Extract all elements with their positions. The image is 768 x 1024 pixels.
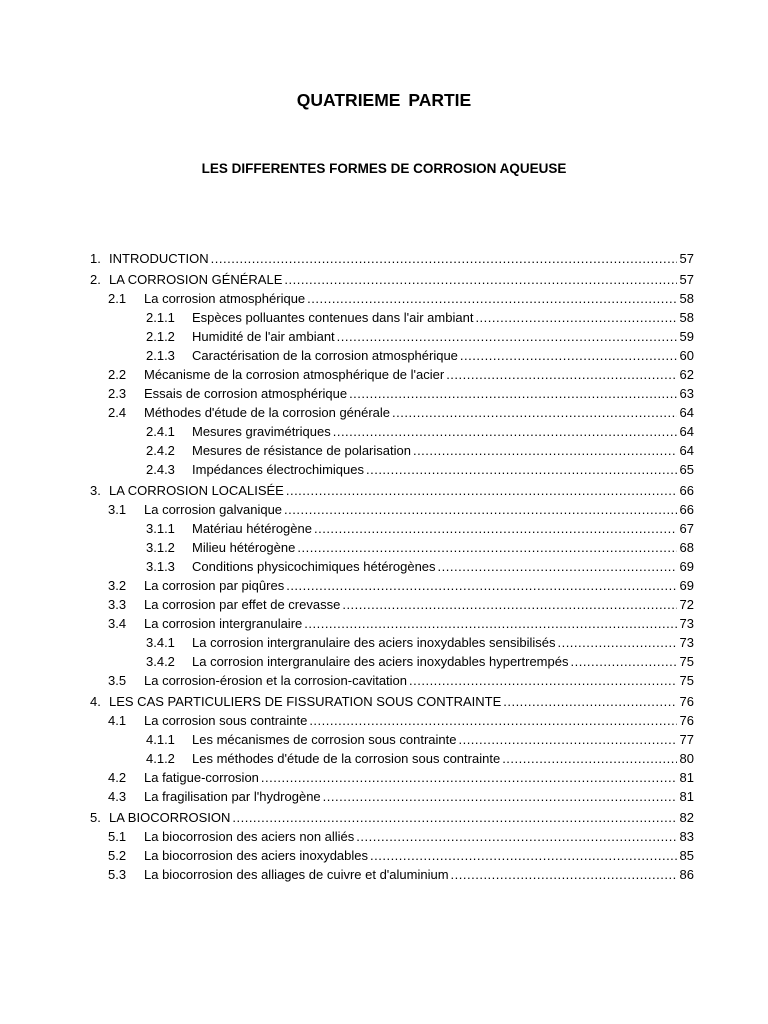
toc-entry[interactable] (108, 768, 694, 787)
toc-entry-label: Les mécanismes de corrosion sous contrainte (192, 732, 457, 747)
toc-entry-number: 5.1 (108, 829, 127, 844)
toc-leader-dots (232, 808, 676, 827)
toc-entry-label: Caractérisation de la corrosion atmosphérique (192, 348, 458, 363)
toc-entry[interactable] (108, 500, 694, 519)
toc-leader-dots (314, 519, 677, 538)
toc-entry-page-number: 64 (679, 424, 694, 439)
toc-entry-label: LA BIOCORROSION (109, 810, 231, 825)
toc-entry-label: Essais de corrosion atmosphérique (144, 386, 348, 401)
toc-leader-dots (570, 652, 676, 671)
toc-entry-page-number: 69 (679, 578, 694, 593)
toc-entry[interactable] (108, 787, 694, 806)
toc-entry[interactable] (90, 692, 694, 711)
toc-entry-label: La fragilisation par l'hydrogène (144, 789, 321, 804)
toc-entry-number: 3.1.2 (146, 540, 175, 555)
toc-entry-number: 2.3 (108, 386, 127, 401)
toc-entry-number: 3.1 (108, 502, 127, 517)
toc-leader-dots (366, 460, 677, 479)
toc-entry[interactable] (108, 576, 694, 595)
toc-leader-dots (307, 289, 676, 308)
toc-entry[interactable] (146, 538, 694, 557)
toc-entry-label: La corrosion par effet de crevasse (144, 597, 341, 612)
toc-entry-number: 2. (90, 272, 101, 287)
toc-entry-label: La corrosion par piqûres (144, 578, 285, 593)
toc-entry-number: 4.1 (108, 713, 127, 728)
toc-entry-page-number: 73 (679, 616, 694, 631)
toc-leader-dots (356, 827, 676, 846)
toc-entry-label: La fatigue-corrosion (144, 770, 259, 785)
toc-entry-number: 2.4.1 (146, 424, 175, 439)
toc-leader-dots (557, 633, 676, 652)
toc-entry-label: Humidité de l'air ambiant (192, 329, 335, 344)
toc-leader-dots (438, 557, 677, 576)
toc-entry-label: La corrosion intergranulaire des aciers inoxydables sensibilisés (192, 635, 556, 650)
toc-entry-number: 3.1.1 (146, 521, 175, 536)
toc-leader-dots (304, 614, 676, 633)
toc-leader-dots (349, 384, 676, 403)
toc-leader-dots (446, 365, 676, 384)
toc-entry[interactable] (108, 827, 694, 846)
toc-entry-page-number: 73 (679, 635, 694, 650)
toc-entry[interactable] (108, 384, 694, 403)
toc-entry-page-number: 77 (679, 732, 694, 747)
toc-entry-number: 2.1.2 (146, 329, 175, 344)
toc-leader-dots (337, 327, 677, 346)
toc-entry[interactable] (146, 346, 694, 365)
toc-entry-label: La biocorrosion des aciers inoxydables (144, 848, 369, 863)
toc-entry-page-number: 85 (679, 848, 694, 863)
toc-entry-number: 4.3 (108, 789, 127, 804)
toc-entry-page-number: 65 (679, 462, 694, 477)
toc-entry-number: 2.1.3 (146, 348, 175, 363)
toc-entry[interactable] (146, 633, 694, 652)
toc-entry-label: La corrosion atmosphérique (144, 291, 306, 306)
toc-entry-page-number: 64 (679, 443, 694, 458)
toc-entry-page-number: 63 (679, 386, 694, 401)
toc-leader-dots (284, 270, 676, 289)
toc-entry-page-number: 82 (679, 810, 694, 825)
toc-entry-number: 2.4.2 (146, 443, 175, 458)
toc-entry-page-number: 86 (679, 867, 694, 882)
toc-entry-label: Milieu hétérogène (192, 540, 296, 555)
toc-entry-number: 3.3 (108, 597, 127, 612)
toc-entry-page-number: 59 (679, 329, 694, 344)
toc-entry[interactable] (146, 730, 694, 749)
toc-entry-label: Les méthodes d'étude de la corrosion sous contrainte (192, 751, 501, 766)
toc-entry[interactable] (146, 557, 694, 576)
toc-leader-dots (370, 846, 677, 865)
toc-entry-number: 4.1.1 (146, 732, 175, 747)
toc-entry-page-number: 58 (679, 291, 694, 306)
toc-entry-number: 2.4.3 (146, 462, 175, 477)
toc-entry-label: Mesures de résistance de polarisation (192, 443, 411, 458)
toc-entry-page-number: 67 (679, 521, 694, 536)
toc-leader-dots (211, 249, 677, 268)
toc-entry-label: Méthodes d'étude de la corrosion générale (144, 405, 391, 420)
toc-entry-label: La biocorrosion des aciers non alliés (144, 829, 355, 844)
toc-entry-page-number: 68 (679, 540, 694, 555)
toc-entry-label: Mesures gravimétriques (192, 424, 331, 439)
toc-leader-dots (475, 308, 676, 327)
toc-entry[interactable] (146, 460, 694, 479)
toc-entry[interactable] (108, 614, 694, 633)
toc-entry-number: 4.1.2 (146, 751, 175, 766)
toc-entry-page-number: 62 (679, 367, 694, 382)
toc-entry[interactable] (108, 365, 694, 384)
toc-entry-label: Matériau hétérogène (192, 521, 312, 536)
toc-leader-dots (297, 538, 676, 557)
toc-entry-label: Impédances électrochimiques (192, 462, 364, 477)
toc-entry[interactable] (90, 249, 694, 268)
toc-leader-dots (460, 346, 677, 365)
toc-leader-dots (284, 500, 676, 519)
toc-entry-number: 3.4.1 (146, 635, 175, 650)
toc-entry-page-number: 58 (679, 310, 694, 325)
toc-entry-label: La corrosion galvanique (144, 502, 283, 517)
toc-entry-page-number: 64 (679, 405, 694, 420)
toc-entry-label: Mécanisme de la corrosion atmosphérique de l'acier (144, 367, 445, 382)
toc-entry[interactable] (108, 671, 694, 690)
toc-entry-page-number: 76 (679, 713, 694, 728)
toc-entry[interactable] (90, 808, 694, 827)
toc-leader-dots (323, 787, 677, 806)
toc-entry-number: 3.1.3 (146, 559, 175, 574)
toc-entry-label: La corrosion intergranulaire des aciers inoxydables hypertrempés (192, 654, 569, 669)
toc-leader-dots (458, 730, 676, 749)
toc-entry[interactable] (146, 327, 694, 346)
toc-entry-number: 3.4 (108, 616, 127, 631)
toc-entry-label: LA CORROSION LOCALISÉE (109, 483, 284, 498)
toc-entry-page-number: 60 (679, 348, 694, 363)
toc-leader-dots (286, 576, 676, 595)
toc-entry-number: 4.2 (108, 770, 127, 785)
toc-entry-number: 2.2 (108, 367, 127, 382)
toc-leader-dots (392, 403, 676, 422)
toc-entry[interactable] (146, 308, 694, 327)
toc-leader-dots (502, 749, 676, 768)
toc-entry-number: 2.1 (108, 291, 127, 306)
toc-entry-page-number: 80 (679, 751, 694, 766)
toc-entry[interactable] (108, 403, 694, 422)
toc-entry[interactable] (146, 519, 694, 538)
toc-entry-number: 2.1.1 (146, 310, 175, 325)
toc-entry[interactable] (146, 652, 694, 671)
toc-entry-number: 3.4.2 (146, 654, 175, 669)
toc-entry-page-number: 83 (679, 829, 694, 844)
toc-leader-dots (342, 595, 676, 614)
toc-leader-dots (413, 441, 677, 460)
toc-entry[interactable] (146, 422, 694, 441)
toc-entry-label: La corrosion sous contrainte (144, 713, 308, 728)
toc-entry-number: 3.2 (108, 578, 127, 593)
toc-entry-label: La corrosion intergranulaire (144, 616, 303, 631)
toc-entry-label: LES CAS PARTICULIERS DE FISSURATION SOUS CONTRAINTE (109, 694, 502, 709)
toc-leader-dots (451, 865, 677, 884)
toc-entry[interactable] (108, 711, 694, 730)
part-subtitle: LES DIFFERENTES FORMES DE CORROSION AQUEUSE (201, 161, 567, 176)
toc-entry-page-number: 81 (679, 789, 694, 804)
toc-entry-number: 5. (90, 810, 101, 825)
toc-leader-dots (286, 481, 677, 500)
toc-entry-page-number: 76 (679, 694, 694, 709)
toc-entry-label: LA CORROSION GÉNÉRALE (109, 272, 283, 287)
toc-entry[interactable] (146, 441, 694, 460)
toc-entry-label: Espèces polluantes contenues dans l'air ambiant (192, 310, 474, 325)
toc-entry-page-number: 57 (679, 272, 694, 287)
toc-entry-label: INTRODUCTION (109, 251, 209, 266)
toc-entry-page-number: 66 (679, 502, 694, 517)
toc-entry-number: 3.5 (108, 673, 127, 688)
toc-entry-page-number: 57 (679, 251, 694, 266)
part-title: QUATRIEME PARTIE (296, 90, 472, 110)
toc-entry-page-number: 69 (679, 559, 694, 574)
toc-leader-dots (503, 692, 676, 711)
toc-entry-page-number: 81 (679, 770, 694, 785)
toc-entry[interactable] (108, 865, 694, 884)
toc-entry[interactable] (90, 270, 694, 289)
toc-entry-number: 2.4 (108, 405, 127, 420)
toc-leader-dots (261, 768, 677, 787)
toc-leader-dots (409, 671, 677, 690)
toc-entry-page-number: 75 (679, 673, 694, 688)
toc-entry-number: 5.2 (108, 848, 127, 863)
toc-entry-number: 5.3 (108, 867, 127, 882)
toc-entry-label: La biocorrosion des alliages de cuivre et d'aluminium (144, 867, 449, 882)
toc-leader-dots (333, 422, 677, 441)
toc-entry-page-number: 72 (679, 597, 694, 612)
toc-entry-number: 4. (90, 694, 101, 709)
toc-entry[interactable] (146, 749, 694, 768)
toc-entry-label: Conditions physicochimiques hétérogènes (192, 559, 436, 574)
toc-entry-number: 1. (90, 251, 101, 266)
toc-entry[interactable] (108, 289, 694, 308)
toc-entry[interactable] (108, 595, 694, 614)
toc-entry-page-number: 75 (679, 654, 694, 669)
toc-leader-dots (309, 711, 676, 730)
toc-entry-label: La corrosion-érosion et la corrosion-cavitation (144, 673, 408, 688)
toc-entry[interactable] (90, 481, 694, 500)
toc-entry-number: 3. (90, 483, 101, 498)
toc-entry-page-number: 66 (679, 483, 694, 498)
toc-entry[interactable] (108, 846, 694, 865)
